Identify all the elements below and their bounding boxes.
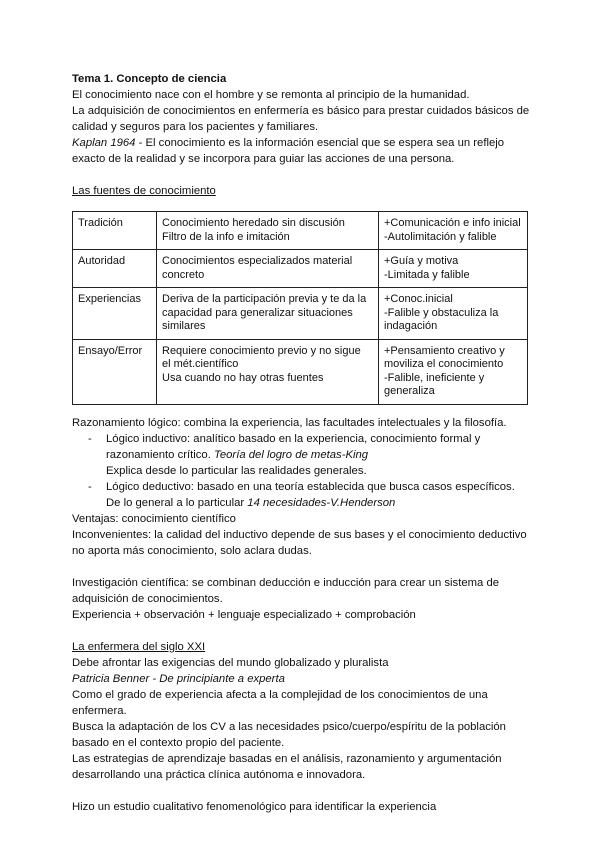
- intro-line: calidad y seguros para los pacientes y familiares.: [72, 121, 319, 133]
- henderson-theory: 14 necesidades-V.Henderson: [247, 496, 396, 509]
- cell-line: concreto: [162, 268, 205, 281]
- cell-line: +Conoc.inicial: [384, 293, 453, 305]
- deductive-text: De lo general a lo particular: [106, 496, 248, 509]
- advantages-line: Ventajas: conocimiento científico: [72, 512, 236, 525]
- cell-line: Filtro de la info e imitación: [162, 230, 290, 243]
- source-description: [157, 288, 379, 340]
- source-description: [157, 250, 379, 288]
- nurse-line: desarrollando una práctica clínica autónoma e innovadora.: [72, 768, 366, 781]
- table-row: [73, 212, 528, 250]
- nurse-line: basado en el contexto propio del paciente.: [72, 736, 285, 749]
- cell-line: generaliza: [384, 385, 435, 397]
- intro-line: La adquisición de conocimientos en enfermería es básico para prestar cuidados básicos de: [72, 105, 530, 117]
- cell-line: +Guía y motiva: [384, 255, 459, 267]
- nurse-line: Hizo un estudio cualitativo fenomenológico para identificar la experiencia: [72, 800, 437, 813]
- source-evaluation: [379, 288, 528, 340]
- source-description: [157, 339, 379, 404]
- research-line: adquisición de conocimientos.: [72, 592, 223, 605]
- cell-line: capacidad para generalizar situaciones: [162, 306, 353, 319]
- table-row: [73, 288, 528, 340]
- research-formula: Experiencia + observación + lenguaje especializado + comprobación: [72, 608, 416, 621]
- inductive-item: [72, 431, 532, 447]
- source-name: Autoridad: [73, 250, 157, 288]
- document-page: [72, 71, 532, 815]
- reasoning-intro: Razonamiento lógico: combina la experiencia, las facultades intelectuales y la filosofía.: [72, 416, 507, 429]
- deductive-item-cont: [72, 495, 532, 511]
- kaplan-text: - El conocimiento es la información esencial que se espera sea un reflejo: [135, 137, 505, 149]
- cell-line: el mét.científico: [162, 358, 239, 370]
- nurse-line: Debe afrontar las exigencias del mundo globalizado y pluralista: [72, 656, 389, 669]
- inductive-text: razonamiento crítico.: [106, 448, 214, 461]
- kaplan-author: Kaplan 1964: [72, 137, 136, 149]
- cell-line: +Pensamiento creativo y: [384, 344, 505, 357]
- cell-line: moviliza el conocimiento: [384, 358, 504, 370]
- disadvantages-line: no aporta más conocimiento, solo aclara dudas.: [72, 544, 312, 557]
- king-theory: Teoría del logro de metas-King: [214, 448, 369, 461]
- cell-line: indagación: [384, 320, 438, 332]
- kaplan-paragraph: [72, 135, 532, 151]
- sources-table: [72, 211, 528, 405]
- cell-line: -Falible, ineficiente y: [384, 371, 485, 384]
- source-evaluation: [379, 212, 528, 250]
- nurse-line: Busca la adaptación de los CV a las necesidades psico/cuerpo/espíritu de la población: [72, 720, 506, 733]
- nurse-line: enfermera.: [72, 704, 127, 717]
- source-description: [157, 212, 379, 250]
- source-evaluation: [379, 250, 528, 288]
- benner-theory: Patricia Benner - De principiante a experta: [72, 672, 285, 685]
- cell-line: -Limitada y falible: [384, 268, 470, 281]
- inductive-item-cont: [72, 447, 532, 463]
- deductive-text: Lógico deductivo: basado en una teoría establecida que busca casos específicos.: [106, 480, 515, 493]
- dash-bullet: -: [88, 432, 92, 445]
- kaplan-text-line: exacto de la realidad y se incorpora para guiar las acciones de una persona.: [72, 153, 455, 165]
- nurse-line: Como el grado de experiencia afecta a la complejidad de los conocimientos de una: [72, 688, 488, 701]
- cell-line: Usa cuando no hay otras fuentes: [162, 371, 324, 384]
- deductive-item: [72, 479, 532, 495]
- intro-line: El conocimiento nace con el hombre y se remonta al principio de la humanidad.: [72, 89, 470, 101]
- source-name: Ensayo/Error: [73, 339, 157, 404]
- table-row: [73, 250, 528, 288]
- cell-line: Requiere conocimiento previo y no sigue: [162, 344, 361, 357]
- inductive-text: Lógico inductivo: analítico basado en la experiencia, conocimiento formal y: [106, 432, 481, 445]
- inductive-explanation: Explica desde lo particular las realidades generales.: [106, 464, 367, 477]
- nurse-heading: La enfermera del siglo XXI: [72, 640, 206, 653]
- table-row: [73, 339, 528, 404]
- source-name: Tradición: [73, 212, 157, 250]
- document-title: Tema 1. Concepto de ciencia: [72, 73, 227, 85]
- cell-line: -Autolimitación y falible: [384, 230, 497, 243]
- source-evaluation: [379, 339, 528, 404]
- research-line: Investigación científica: se combinan deducción e inducción para crear un sistema de: [72, 576, 500, 589]
- cell-line: -Falible y obstaculiza la: [384, 306, 499, 319]
- disadvantages-line: Inconvenientes: la calidad del inductivo depende de sus bases y el conocimiento deductivo: [72, 528, 527, 541]
- nurse-line: Las estrategias de aprendizaje basadas en el análisis, razonamiento y argumentación: [72, 752, 502, 765]
- cell-line: Conocimientos especializados material: [162, 255, 353, 267]
- source-name: Experiencias: [73, 288, 157, 340]
- sources-heading: Las fuentes de conocimiento: [72, 185, 216, 197]
- cell-line: Deriva de la participación previa y te da la: [162, 293, 367, 305]
- cell-line: +Comunicación e info inicial: [384, 217, 521, 229]
- cell-line: Conocimiento heredado sin discusión: [162, 217, 345, 229]
- cell-line: similares: [162, 320, 206, 332]
- dash-bullet: -: [88, 480, 92, 493]
